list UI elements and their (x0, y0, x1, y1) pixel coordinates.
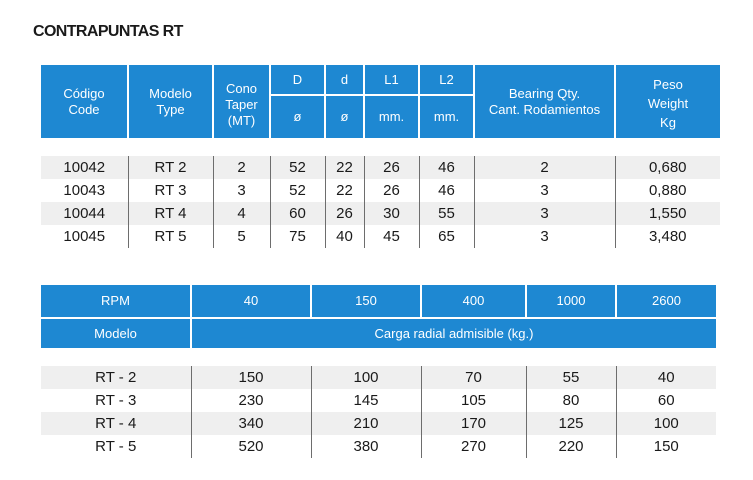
cell-model: RT - 3 (41, 389, 191, 412)
header-codigo-label: Código (63, 85, 105, 101)
table-row (41, 389, 716, 412)
cell-L1: 26 (364, 179, 419, 202)
specs-table (41, 65, 720, 248)
cell-type: RT 3 (128, 179, 213, 202)
cell-load: 55 (526, 366, 616, 389)
cell-d: 26 (325, 202, 364, 225)
header-type-label: Type (156, 101, 185, 117)
header-rpm-400: 400 (421, 285, 526, 318)
cell-taper: 4 (213, 202, 270, 225)
cell-weight: 0,680 (615, 156, 720, 179)
cell-load: 60 (616, 389, 716, 412)
cell-code: 10045 (41, 225, 128, 248)
load-table (41, 285, 716, 458)
header-rpm-150: 150 (311, 285, 421, 318)
header-code (41, 65, 128, 138)
header-taper (213, 65, 270, 138)
header-peso-label: Peso (653, 76, 683, 92)
table-row (41, 179, 720, 202)
header-d-unit: ø (325, 95, 364, 138)
cell-D: 52 (270, 179, 325, 202)
cell-code: 10044 (41, 202, 128, 225)
header-L1: L1 (364, 65, 419, 95)
header-D: D (270, 65, 325, 95)
cell-load: 220 (526, 435, 616, 458)
header-modelo-label: Modelo (149, 85, 192, 101)
header-d: d (325, 65, 364, 95)
table-row (41, 435, 716, 458)
table-row (41, 412, 716, 435)
cell-bearings: 3 (474, 225, 615, 248)
cell-D: 52 (270, 156, 325, 179)
header-L2: L2 (419, 65, 474, 95)
table-row (41, 156, 720, 179)
cell-load: 40 (616, 366, 716, 389)
page-title: CONTRAPUNTAS RT (33, 23, 183, 40)
cell-load: 520 (191, 435, 311, 458)
cell-type: RT 4 (128, 202, 213, 225)
header-rpm-1000: 1000 (526, 285, 616, 318)
cell-D: 60 (270, 202, 325, 225)
header-bearing-es-label: Cant. Rodamientos (488, 101, 601, 117)
header-mt-label: (MT) (227, 112, 256, 128)
cell-weight: 3,480 (615, 225, 720, 248)
cell-type: RT 2 (128, 156, 213, 179)
cell-d: 22 (325, 179, 364, 202)
cell-load: 340 (191, 412, 311, 435)
header-weight-label: Weight (647, 95, 689, 111)
cell-load: 150 (191, 366, 311, 389)
cell-load: 80 (526, 389, 616, 412)
cell-taper: 5 (213, 225, 270, 248)
header-kg-label: Kg (660, 114, 676, 130)
cell-L2: 46 (419, 179, 474, 202)
header-bearings (474, 65, 615, 138)
cell-L1: 30 (364, 202, 419, 225)
cell-load: 100 (311, 366, 421, 389)
cell-load: 125 (526, 412, 616, 435)
cell-load: 145 (311, 389, 421, 412)
cell-code: 10042 (41, 156, 128, 179)
cell-code: 10043 (41, 179, 128, 202)
header-modelo: Modelo (41, 318, 191, 348)
cell-load: 210 (311, 412, 421, 435)
header-taper-label: Taper (225, 96, 258, 112)
cell-model: RT - 2 (41, 366, 191, 389)
header-type (128, 65, 213, 138)
header-load: Carga radial admisible (kg.) (374, 325, 534, 341)
header-code-label: Code (68, 101, 100, 117)
table-row (41, 366, 716, 389)
cell-load: 230 (191, 389, 311, 412)
cell-model: RT - 4 (41, 412, 191, 435)
cell-bearings: 3 (474, 202, 615, 225)
header-L2-unit: mm. (419, 95, 474, 138)
cell-bearings: 3 (474, 179, 615, 202)
cell-d: 22 (325, 156, 364, 179)
cell-L2: 65 (419, 225, 474, 248)
header-rpm-2600: 2600 (616, 285, 716, 318)
header-L1-unit: mm. (364, 95, 419, 138)
cell-load: 270 (421, 435, 526, 458)
header-cono-label: Cono (225, 80, 258, 96)
cell-d: 40 (325, 225, 364, 248)
cell-L2: 46 (419, 156, 474, 179)
header-rpm-40: 40 (191, 285, 311, 318)
cell-type: RT 5 (128, 225, 213, 248)
cell-load: 100 (616, 412, 716, 435)
cell-D: 75 (270, 225, 325, 248)
cell-load: 70 (421, 366, 526, 389)
cell-taper: 2 (213, 156, 270, 179)
header-rpm: RPM (41, 285, 191, 318)
cell-bearings: 2 (474, 156, 615, 179)
cell-weight: 1,550 (615, 202, 720, 225)
table-row (41, 202, 720, 225)
cell-taper: 3 (213, 179, 270, 202)
header-weight (615, 65, 720, 138)
cell-weight: 0,880 (615, 179, 720, 202)
cell-load: 150 (616, 435, 716, 458)
cell-load: 105 (421, 389, 526, 412)
cell-load: 170 (421, 412, 526, 435)
cell-L1: 45 (364, 225, 419, 248)
header-D-unit: ø (270, 95, 325, 138)
cell-L2: 55 (419, 202, 474, 225)
cell-model: RT - 5 (41, 435, 191, 458)
cell-load: 380 (311, 435, 421, 458)
table-row (41, 225, 720, 248)
header-bearing-en-label: Bearing Qty. (508, 85, 581, 101)
cell-L1: 26 (364, 156, 419, 179)
